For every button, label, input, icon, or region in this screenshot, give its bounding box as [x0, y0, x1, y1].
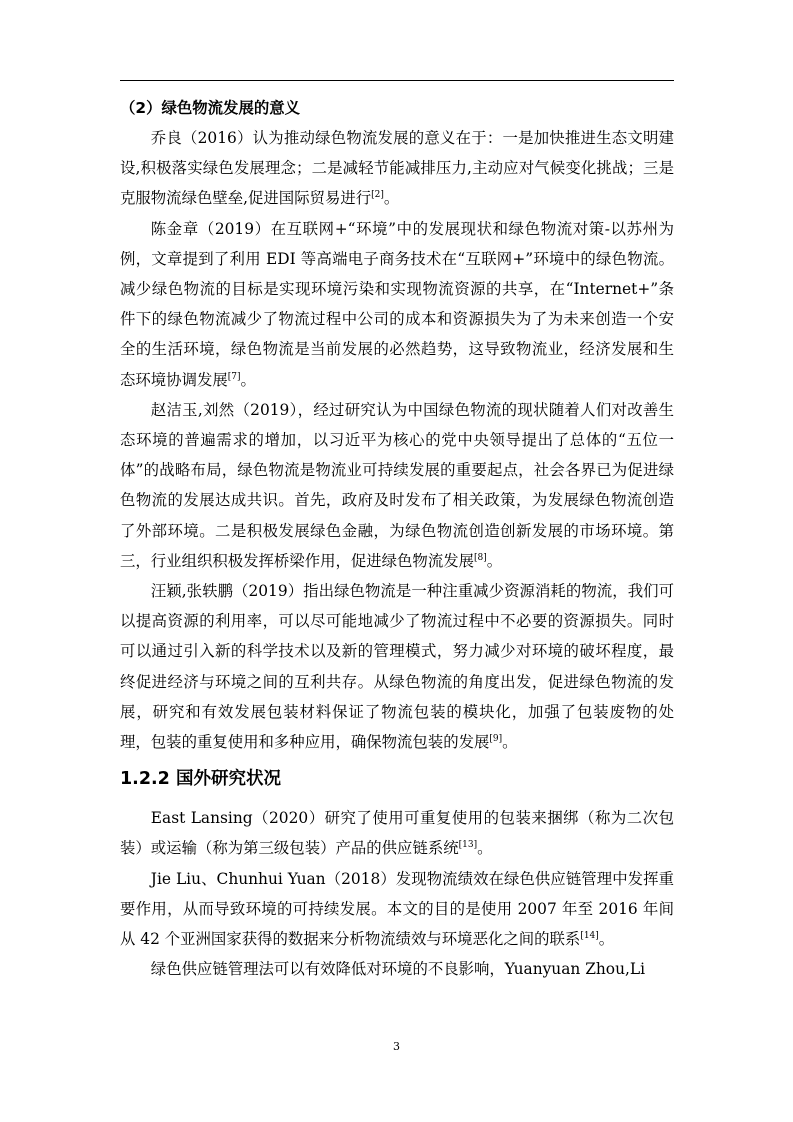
section-title: 国外研究状况 [176, 769, 281, 790]
paragraph: 汪颖,张轶鹏（2019）指出绿色物流是一种注重减少资源消耗的物流，我们可以提高资源的利用率，可以尽可能地减少了物流过程中不必要的资源损失。同时可以通过引入新的科学技术以及新的管理模式，努力减少对环境的破坏程度，最终促进经济与环境之间的互利共存。从绿色物流的角度出发，促进绿色物流的发展，研究和有效发展包装材料保证了物流包装的模块化，加强了包装废物的处理，包装的重复使用和多种应用，确保物流包装的发展[9]。 [120, 582, 674, 752]
header-rule [120, 80, 674, 81]
paragraph: 乔良（2016）认为推动绿色物流发展的意义在于：一是加快推进生态文明建设,积极落实绿色发展理念；二是减轻节能减排压力,主动应对气候变化挑战；三是克服物流绿色壁垒,促进国际贸易进行[2]。 [120, 129, 674, 208]
page-content [120, 92, 674, 984]
subheading: （2）绿色物流发展的意义 [120, 99, 301, 117]
paragraph: 赵洁玉,刘然（2019），经过研究认为中国绿色物流的现状随着人们对改善生态环境的普遍需求的增加，以习近平为核心的党中央领导提出了总体的“五位一体”的战略布局，绿色物流是物流业可持续发展的重要起点，社会各界已为促进绿色物流的发展达成共识。首先，政府及时发布了相关政策，为发展绿色物流创造了外部环境。二是积极发展绿色金融，为绿色物流创造创新发展的市场环境。第三，行业组织积极发挥桥梁作用，促进绿色物流发展[8]。 [120, 400, 674, 570]
paragraph: East Lansing（2020）研究了使用可重复使用的包装来捆绑（称为二次包装）或运输（称为第三级包装）产品的供应链系统[13]。 [120, 809, 674, 858]
section-heading [120, 761, 674, 797]
paragraph: Jie Liu、Chunhui Yuan（2018）发现物流绩效在绿色供应链管理中发挥重要作用，从而导致环境的可持续发展。本文的目的是使用 2007 年至 2016 年间从 42 个亚洲国家获得的数据来分析物流绩效与环境恶化之间的联系[14]。 [120, 869, 674, 949]
page-number: 3 [393, 1040, 400, 1053]
section-number: 1.2.2 [120, 769, 170, 790]
paragraph: 陈金章（2019）在互联网+“环境”中的发展现状和绿色物流对策-以苏州为例，文章提到了利用 EDI 等高端电子商务技术在“互联网+”环境中的绿色物流。减少绿色物流的目标是实现环境污染和实现物流资源的共享，在“Internet+”条件下的绿色物流减少了物流过程中公司的成本和资源损失为了为未来创造一个安全的生活环境，绿色物流是当前发展的必然趋势，这导致物流业，经济发展和生态环境协调发展[7]。 [120, 219, 674, 389]
paragraph: 绿色供应链管理法可以有效降低对环境的不良影响，Yuanyuan Zhou,Li [150, 960, 646, 979]
